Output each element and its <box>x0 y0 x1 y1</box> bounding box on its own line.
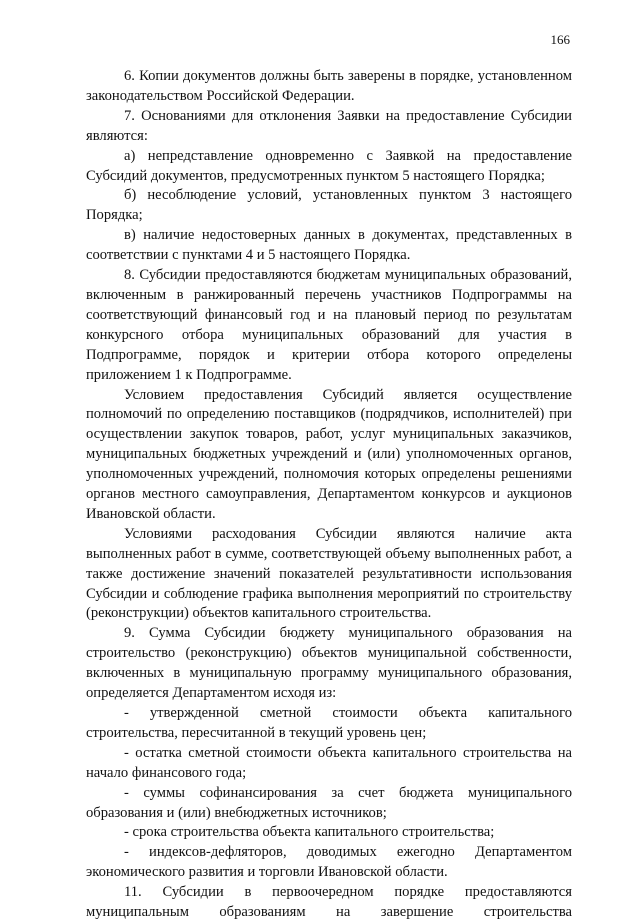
paragraph-condition: Условием предоставления Субсидий является осуществление полномочий по определению поставщиков (подрядчиков, исполнителей) при осуществлении закупок товаров, работ, услуг муниципальных заказчиков, муниципальных бюджетных учреждений и (или) уполномоченных органов, уполномоченных учреждений, полномочия которых определены решениями органов местного самоуправления, Департаментом конкурсов и аукционов Ивановской области. <box>86 386 572 522</box>
paragraph-spending-conditions: Условиями расходования Субсидии являются наличие акта выполненных работ в сумме, соответствующей объему выполненных работ, а также достижение значений показателей результативности использования Субсидии и соблюдение графика выполнения мероприятий по строительству (реконструкции) объектов капитального строительства. <box>86 525 572 622</box>
paragraph-9: 9. Сумма Субсидии бюджету муниципального образования на строительство (реконструкцию) объектов муниципальной собственности, включенных в муниципальную программу муниципального образования, определяется Департаментом исходя из: <box>86 625 572 702</box>
paragraph-7a: а) непредставление одновременно с Заявкой на предоставление Субсидий документов, предусмотренных пунктом 5 настоящего Порядка; <box>86 147 572 184</box>
paragraph-11: 11. Субсидии в первоочередном порядке предоставляются муниципальным образованиям на завершение строительства <box>86 884 572 921</box>
paragraph-8: 8. Субсидии предоставляются бюджетам муниципальных образований, включенным в ранжированный перечень участников Подпрограммы на соответствующий финансовый год и на плановый период по результатам конкурсного отбора муниципальных образований для участия в Подпрограмме, порядок и критерии отбора которого определены приложением 1 к Подпрограмме. <box>86 267 572 383</box>
list-item-remaining-estimate: - остатка сметной стоимости объекта капитального строительства на начало финансового года; <box>86 744 572 781</box>
list-item-cofinancing: - суммы софинансирования за счет бюджета муниципального образования и (или) внебюджетных источников; <box>86 784 572 821</box>
list-item-estimate: - утвержденной сметной стоимости объекта капитального строительства, пересчитанной в текущий уровень цен; <box>86 705 572 741</box>
paragraph-7: 7. Основаниями для отклонения Заявки на предоставление Субсидии являются: <box>86 107 572 144</box>
paragraph-7b: б) несоблюдение условий, установленных пунктом 3 настоящего Порядка; <box>86 187 572 224</box>
page-number: 166 <box>550 32 570 47</box>
list-item-construction-period: - срока строительства объекта капитального строительства; <box>124 824 495 841</box>
paragraph-7v: в) наличие недостоверных данных в документах, представленных в соответствии с пунктами 4 и 5 настоящего Порядка. <box>86 227 572 264</box>
list-item-deflators: - индексов-дефляторов, доводимых ежегодно Департаментом экономического развития и торговли Ивановской области. <box>86 844 572 881</box>
document-body <box>86 67 572 923</box>
paragraph-6: 6. Копии документов должны быть заверены в порядке, установленном законодательством Российской Федерации. <box>86 68 572 104</box>
